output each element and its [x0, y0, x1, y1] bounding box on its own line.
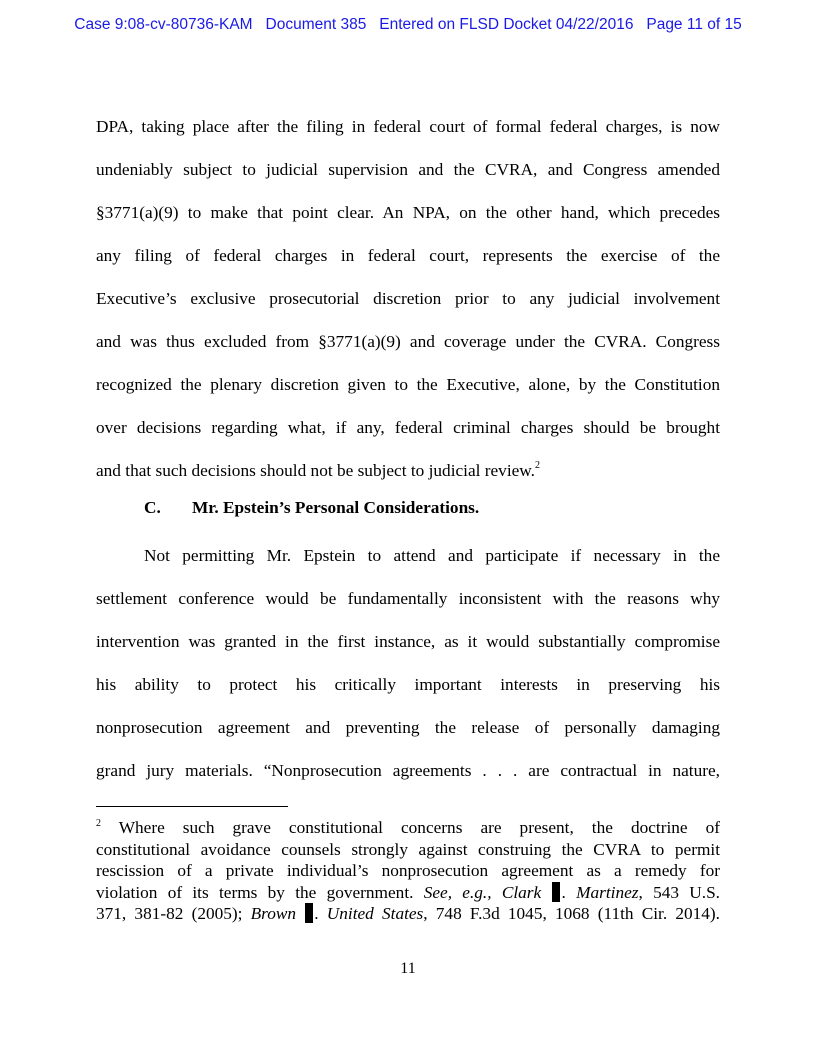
footnote-reference[interactable]: 2 [534, 460, 540, 471]
case-name: Martinez [576, 882, 639, 902]
case-name: United States [326, 904, 424, 924]
text-line: grand jury materials. “Nonprosecution agreements . . . are contractual in nature, [96, 761, 720, 780]
text-line: any filing of federal charges in federal court, represents the exercise of the [96, 246, 720, 265]
footnote-2 [96, 817, 720, 925]
text-line: Not permitting Mr. Epstein to attend and participate if necessary in the [144, 546, 720, 565]
text-line: DPA, taking place after the filing in federal court of formal federal charges, is now [96, 117, 720, 136]
footnote-text: Where such grave constitutional concerns are present, the doctrine of [118, 818, 720, 837]
paragraph-2 [96, 534, 720, 792]
footnote-text: . [314, 904, 327, 924]
text-line: his ability to protect his critically important interests in preserving his [96, 675, 720, 694]
text-line: undeniably subject to judicial supervision and the CVRA, and Congress amended [96, 160, 720, 179]
text-line: settlement conference would be fundamentally inconsistent with the reasons why [96, 589, 720, 608]
footnote-text: , 748 F.3d 1045, 1068 (11th Cir. 2014). [423, 904, 720, 924]
footnote-text: , 543 U.S. [638, 882, 721, 902]
citation-signal: See, e.g., Clark [423, 882, 542, 902]
section-title: Mr. Epstein’s Personal Considerations. [192, 498, 480, 517]
page-number: 11 [400, 960, 416, 977]
text-line: and was thus excluded from §3771(a)(9) and coverage under the CVRA. Congress [96, 332, 720, 351]
redaction-block [552, 882, 560, 902]
footnote-divider [96, 806, 288, 807]
footnote-number: 2 [96, 818, 101, 829]
paragraph-1 [96, 105, 720, 492]
text-line: recognized the plenary discretion given to the Executive, alone, by the Constitution [96, 375, 720, 394]
footnote-text: 371, 381-82 (2005); [96, 904, 251, 924]
text-line: over decisions regarding what, if any, federal criminal charges should be brought [96, 418, 720, 437]
redaction-block [305, 903, 313, 923]
section-heading [144, 498, 479, 518]
text-line: and that such decisions should not be subject to judicial review. [96, 461, 535, 480]
footnote-text: constitutional avoidance counsels strongly against construing the CVRA to permit [96, 839, 720, 859]
footnote-text: violation of its terms by the government. [96, 882, 424, 902]
text-line: nonprosecution agreement and preventing the release of personally damaging [96, 718, 720, 737]
footnote-text: rescission of a private individual’s nonprosecution agreement as a remedy for [96, 861, 720, 881]
text-line: intervention was granted in the first instance, as it would substantially compromise [96, 632, 720, 651]
docket-header: Case 9:08-cv-80736-KAM Document 385 Entered on FLSD Docket 04/22/2016 Page 11 of 15 [74, 16, 742, 33]
text-line: §3771(a)(9) to make that point clear. An NPA, on the other hand, which precedes [96, 203, 720, 222]
section-letter: C. [144, 498, 161, 517]
case-name: Brown [250, 904, 297, 924]
text-line: Executive’s exclusive prosecutorial discretion prior to any judicial involvement [96, 289, 720, 308]
footnote-text: . [561, 882, 577, 902]
